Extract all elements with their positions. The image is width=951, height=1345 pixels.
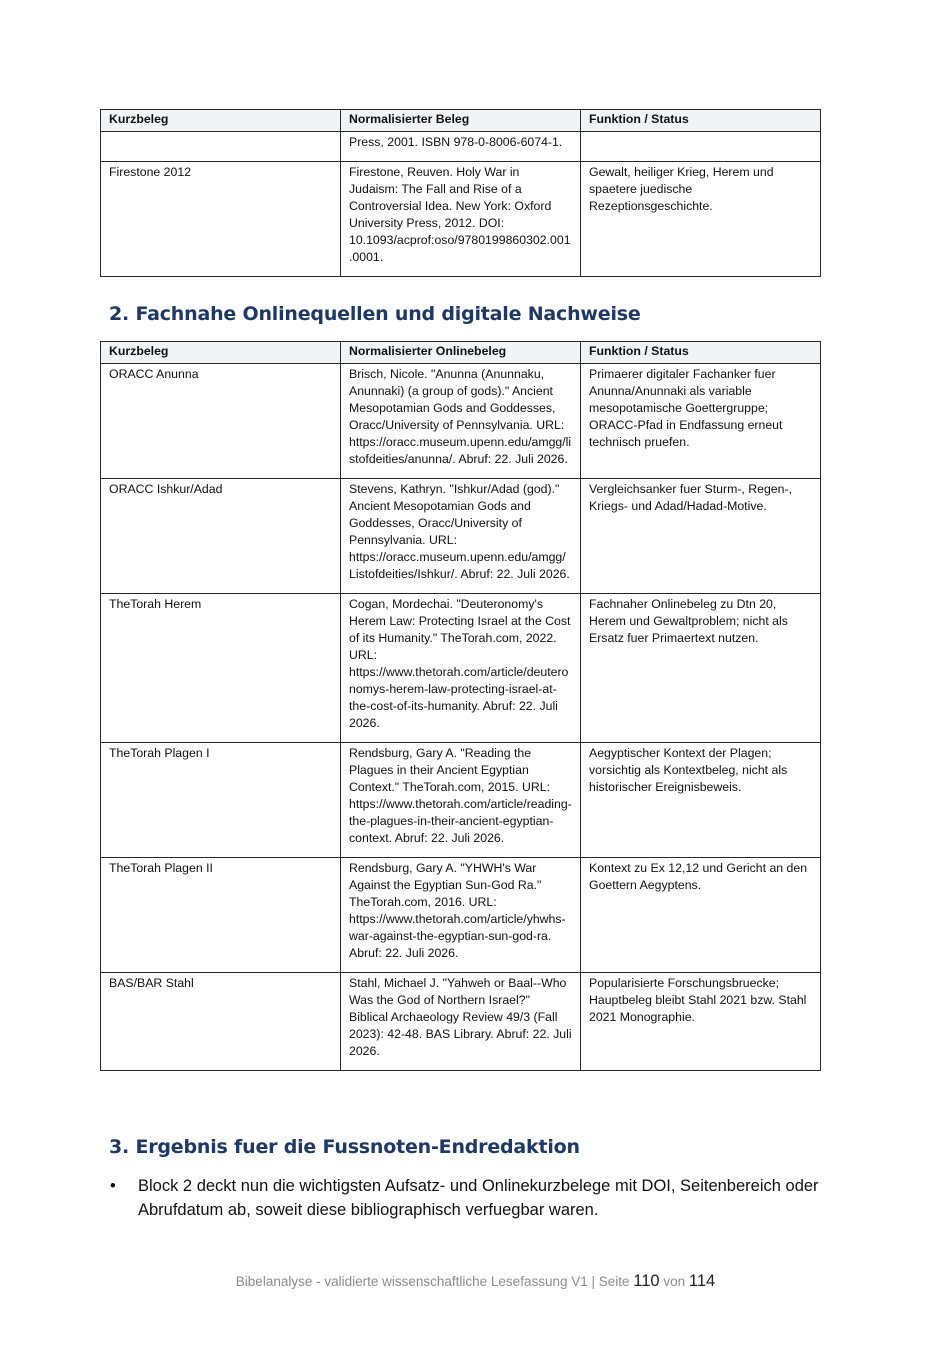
table-row bbox=[101, 743, 821, 858]
online-sources-table bbox=[100, 341, 821, 1071]
footer-separator: von bbox=[659, 1274, 689, 1289]
table-row bbox=[101, 594, 821, 743]
table-row bbox=[101, 364, 821, 479]
bibliography-table-continued bbox=[100, 109, 821, 277]
table-cell: Cogan, Mordechai. "Deuteronomy's Herem Law: Protecting Israel at the Cost of its Humanity." TheTorah.com, 2022. URL: https://www.thetorah.com/article/deuteronomys-herem-law-protecting-israel-at-the-cost-of-its-humanity. Abruf: 22. Juli 2026. bbox=[341, 594, 581, 743]
table-cell: ORACC Anunna bbox=[101, 364, 341, 479]
table-cell: Primaerer digitaler Fachanker fuer Anunna/Anunnaki als variable mesopotamische Goettergruppe; ORACC-Pfad in Endfassung erneut technisch pruefen. bbox=[581, 364, 821, 479]
table-row bbox=[101, 479, 821, 594]
table-cell: Firestone, Reuven. Holy War in Judaism: The Fall and Rise of a Controversial Idea. New York: Oxford University Press, 2012. DOI: 10.1093/acprof:oso/9780199860302.001.0001. bbox=[341, 162, 581, 277]
table-cell: Stevens, Kathryn. "Ishkur/Adad (god)." Ancient Mesopotamian Gods and Goddesses, Oracc/University of Pennsylvania. URL: https://oracc.museum.upenn.edu/amgg/Listofdeities/Ishkur/. Abruf: 22. Juli 2026. bbox=[341, 479, 581, 594]
page-number: 110 bbox=[633, 1272, 660, 1290]
column-header: Funktion / Status bbox=[581, 110, 821, 132]
table-cell: Firestone 2012 bbox=[101, 162, 341, 277]
table-cell: Aegyptischer Kontext der Plagen; vorsichtig als Kontextbeleg, nicht als historischer Ereignisbeweis. bbox=[581, 743, 821, 858]
section-heading: 2. Fachnahe Onlinequellen und digitale Nachweise bbox=[109, 303, 641, 325]
page-total: 114 bbox=[688, 1272, 716, 1290]
table-cell: TheTorah Herem bbox=[101, 594, 341, 743]
table-cell: TheTorah Plagen II bbox=[101, 858, 341, 973]
column-header: Kurzbeleg bbox=[101, 110, 341, 132]
table-cell: BAS/BAR Stahl bbox=[101, 973, 341, 1071]
footer-text: Bibelanalyse - validierte wissenschaftliche Lesefassung V1 | Seite bbox=[235, 1274, 634, 1289]
bullet-icon: • bbox=[110, 1177, 116, 1195]
table-cell: Gewalt, heiliger Krieg, Herem und spaetere juedische Rezeptionsgeschichte. bbox=[581, 162, 821, 277]
section-heading: 3. Ergebnis fuer die Fussnoten-Endredaktion bbox=[109, 1136, 580, 1158]
table-cell: Kontext zu Ex 12,12 und Gericht an den Goettern Aegyptens. bbox=[581, 858, 821, 973]
table-header-row bbox=[101, 342, 821, 364]
table-cell: Brisch, Nicole. "Anunna (Anunnaku, Anunnaki) (a group of gods)." Ancient Mesopotamian Gods and Goddesses, Oracc/University of Pennsylvania. URL: https://oracc.museum.upenn.edu/amgg/listofdeities/anunna/. Abruf: 22. Juli 2026. bbox=[341, 364, 581, 479]
column-header: Kurzbeleg bbox=[101, 342, 341, 364]
result-bullet-list bbox=[110, 1175, 830, 1222]
table-cell: Vergleichsanker fuer Sturm-, Regen-, Kriegs- und Adad/Hadad-Motive. bbox=[581, 479, 821, 594]
table-cell: Stahl, Michael J. "Yahweh or Baal--Who Was the God of Northern Israel?" Biblical Archaeology Review 49/3 (Fall 2023): 42-48. BAS Library. Abruf: 22. Juli 2026. bbox=[341, 973, 581, 1071]
table-cell: Press, 2001. ISBN 978-0-8006-6074-1. bbox=[341, 132, 581, 162]
table-row bbox=[101, 973, 821, 1071]
table-cell: Rendsburg, Gary A. "YHWH's War Against the Egyptian Sun-God Ra." TheTorah.com, 2016. URL: https://www.thetorah.com/article/yhwhs-war-against-the-egyptian-sun-god-ra. Abruf: 22. Juli 2026. bbox=[341, 858, 581, 973]
table-cell bbox=[581, 132, 821, 162]
table-row bbox=[101, 858, 821, 973]
list-item bbox=[110, 1175, 830, 1222]
column-header: Normalisierter Onlinebeleg bbox=[341, 342, 581, 364]
table-header-row bbox=[101, 110, 821, 132]
list-item-text: Block 2 deckt nun die wichtigsten Aufsatz- und Onlinekurzbelege mit DOI, Seitenbereich oder Abrufdatum ab, soweit diese bibliographisch verfuegbar waren. bbox=[138, 1177, 819, 1219]
table-cell: Fachnaher Onlinebeleg zu Dtn 20, Herem und Gewaltproblem; nicht als Ersatz fuer Primaertext nutzen. bbox=[581, 594, 821, 743]
table-row bbox=[101, 162, 821, 277]
table-row bbox=[101, 132, 821, 162]
table-cell: ORACC Ishkur/Adad bbox=[101, 479, 341, 594]
column-header: Normalisierter Beleg bbox=[341, 110, 581, 132]
table-cell: Rendsburg, Gary A. "Reading the Plagues in their Ancient Egyptian Context." TheTorah.com, 2015. URL: https://www.thetorah.com/article/reading-the-plagues-in-their-ancient-egyptian-context. Abruf: 22. Juli 2026. bbox=[341, 743, 581, 858]
column-header: Funktion / Status bbox=[581, 342, 821, 364]
page-footer bbox=[0, 1272, 951, 1291]
table-cell: TheTorah Plagen I bbox=[101, 743, 341, 858]
table-cell bbox=[101, 132, 341, 162]
table-cell: Popularisierte Forschungsbruecke; Hauptbeleg bleibt Stahl 2021 bzw. Stahl 2021 Monographie. bbox=[581, 973, 821, 1071]
